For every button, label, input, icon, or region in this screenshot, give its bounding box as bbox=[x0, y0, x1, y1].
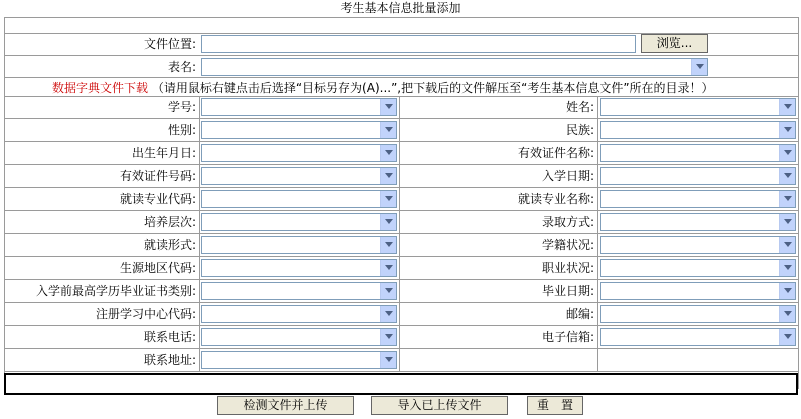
chevron-down-icon[interactable] bbox=[779, 168, 795, 184]
field-select-right[interactable] bbox=[600, 190, 796, 208]
field-label-right: 职业状况: bbox=[541, 261, 594, 275]
chevron-down-icon[interactable] bbox=[779, 145, 795, 161]
field-label-right: 电子信箱: bbox=[541, 330, 594, 344]
field-label-right: 学籍状况: bbox=[541, 238, 594, 252]
field-label-left: 有效证件号码: bbox=[119, 169, 196, 183]
field-select-left[interactable] bbox=[201, 236, 397, 254]
field-label-left: 生源地区代码: bbox=[119, 261, 196, 275]
field-select-left[interactable] bbox=[201, 282, 397, 300]
chevron-down-icon[interactable] bbox=[779, 122, 795, 138]
divider bbox=[798, 17, 799, 389]
chevron-down-icon[interactable] bbox=[380, 99, 396, 115]
field-select-left[interactable] bbox=[201, 98, 397, 116]
field-label-left: 学号: bbox=[167, 100, 196, 114]
divider bbox=[199, 96, 200, 372]
chevron-down-icon[interactable] bbox=[779, 306, 795, 322]
chevron-down-icon[interactable] bbox=[380, 122, 396, 138]
field-select-left[interactable] bbox=[201, 305, 397, 323]
chevron-down-icon[interactable] bbox=[779, 191, 795, 207]
field-row bbox=[4, 142, 798, 165]
download-instruction: （请用鼠标右键点击后选择“目标另存为(A)...”,把下载后的文件解压至“考生基本信息文件”所在的目录！） bbox=[151, 81, 714, 95]
chevron-down-icon[interactable] bbox=[380, 191, 396, 207]
field-label-right: 邮编: bbox=[565, 307, 594, 321]
field-label-left: 就读形式: bbox=[143, 238, 196, 252]
chevron-down-icon[interactable] bbox=[380, 283, 396, 299]
page-title: 考生基本信息批量添加 bbox=[340, 1, 461, 15]
divider bbox=[399, 96, 400, 372]
chevron-down-icon[interactable] bbox=[380, 214, 396, 230]
chevron-down-icon[interactable] bbox=[380, 237, 396, 253]
field-row bbox=[4, 326, 798, 349]
field-label-left: 联系地址: bbox=[143, 353, 196, 367]
field-select-left[interactable] bbox=[201, 259, 397, 277]
field-label-left: 联系电话: bbox=[143, 330, 196, 344]
field-select-right[interactable] bbox=[600, 98, 796, 116]
chevron-down-icon[interactable] bbox=[779, 260, 795, 276]
file-location-row bbox=[4, 33, 798, 56]
field-label-right: 就读专业名称: bbox=[517, 192, 594, 206]
chevron-down-icon[interactable] bbox=[380, 260, 396, 276]
reset-button[interactable]: 重 置 bbox=[527, 396, 583, 415]
status-box bbox=[4, 373, 798, 395]
file-location-label: 文件位置: bbox=[143, 37, 196, 51]
field-select-right[interactable] bbox=[600, 121, 796, 139]
field-row bbox=[4, 119, 798, 142]
chevron-down-icon[interactable] bbox=[691, 59, 707, 75]
field-select-right[interactable] bbox=[600, 236, 796, 254]
field-select-right[interactable] bbox=[600, 213, 796, 231]
field-row bbox=[4, 165, 798, 188]
chevron-down-icon[interactable] bbox=[779, 329, 795, 345]
import-uploaded-button[interactable]: 导入已上传文件 bbox=[371, 396, 508, 415]
check-upload-button[interactable]: 检测文件并上传 bbox=[217, 396, 354, 415]
field-row bbox=[4, 188, 798, 211]
field-select-right[interactable] bbox=[600, 167, 796, 185]
chevron-down-icon[interactable] bbox=[380, 352, 396, 368]
field-select-right[interactable] bbox=[600, 305, 796, 323]
field-select-left[interactable] bbox=[201, 144, 397, 162]
field-row bbox=[4, 280, 798, 303]
field-label-right: 毕业日期: bbox=[541, 284, 594, 298]
field-label-left: 性别: bbox=[167, 123, 196, 137]
chevron-down-icon[interactable] bbox=[380, 145, 396, 161]
field-label-left: 出生年月日: bbox=[131, 146, 196, 160]
field-select-right[interactable] bbox=[600, 259, 796, 277]
chevron-down-icon[interactable] bbox=[779, 99, 795, 115]
field-row bbox=[4, 303, 798, 326]
field-label-left: 注册学习中心代码: bbox=[95, 307, 196, 321]
field-select-right[interactable] bbox=[600, 328, 796, 346]
field-select-left[interactable] bbox=[201, 213, 397, 231]
field-row bbox=[4, 234, 798, 257]
chevron-down-icon[interactable] bbox=[380, 168, 396, 184]
chevron-down-icon[interactable] bbox=[779, 214, 795, 230]
chevron-down-icon[interactable] bbox=[779, 237, 795, 253]
table-name-row bbox=[4, 56, 798, 78]
table-name-select[interactable] bbox=[201, 58, 708, 76]
table-name-label: 表名: bbox=[167, 60, 196, 74]
chevron-down-icon[interactable] bbox=[779, 283, 795, 299]
field-label-right: 民族: bbox=[565, 123, 594, 137]
download-note bbox=[52, 80, 714, 96]
field-label-left: 入学前最高学历毕业证书类别: bbox=[35, 284, 196, 298]
field-row bbox=[4, 349, 798, 372]
chevron-down-icon[interactable] bbox=[380, 306, 396, 322]
data-dictionary-download-link[interactable]: 数据字典文件下载 bbox=[52, 81, 149, 95]
field-select-left[interactable] bbox=[201, 121, 397, 139]
browse-button[interactable]: 浏览... bbox=[641, 34, 708, 53]
divider bbox=[4, 17, 798, 18]
file-location-input[interactable] bbox=[201, 35, 636, 53]
field-row bbox=[4, 211, 798, 234]
field-row bbox=[4, 257, 798, 280]
field-label-left: 就读专业代码: bbox=[119, 192, 196, 206]
field-select-left[interactable] bbox=[201, 190, 397, 208]
field-select-left[interactable] bbox=[201, 328, 397, 346]
chevron-down-icon[interactable] bbox=[380, 329, 396, 345]
field-row bbox=[4, 96, 798, 119]
field-select-left[interactable] bbox=[201, 167, 397, 185]
field-select-left[interactable] bbox=[201, 351, 397, 369]
field-select-right[interactable] bbox=[600, 144, 796, 162]
field-label-right: 有效证件名称: bbox=[517, 146, 594, 160]
field-select-right[interactable] bbox=[600, 282, 796, 300]
divider bbox=[597, 96, 598, 372]
field-label-right: 录取方式: bbox=[541, 215, 594, 229]
field-label-right: 姓名: bbox=[565, 100, 594, 114]
field-label-right: 入学日期: bbox=[541, 169, 594, 183]
field-label-left: 培养层次: bbox=[143, 215, 196, 229]
